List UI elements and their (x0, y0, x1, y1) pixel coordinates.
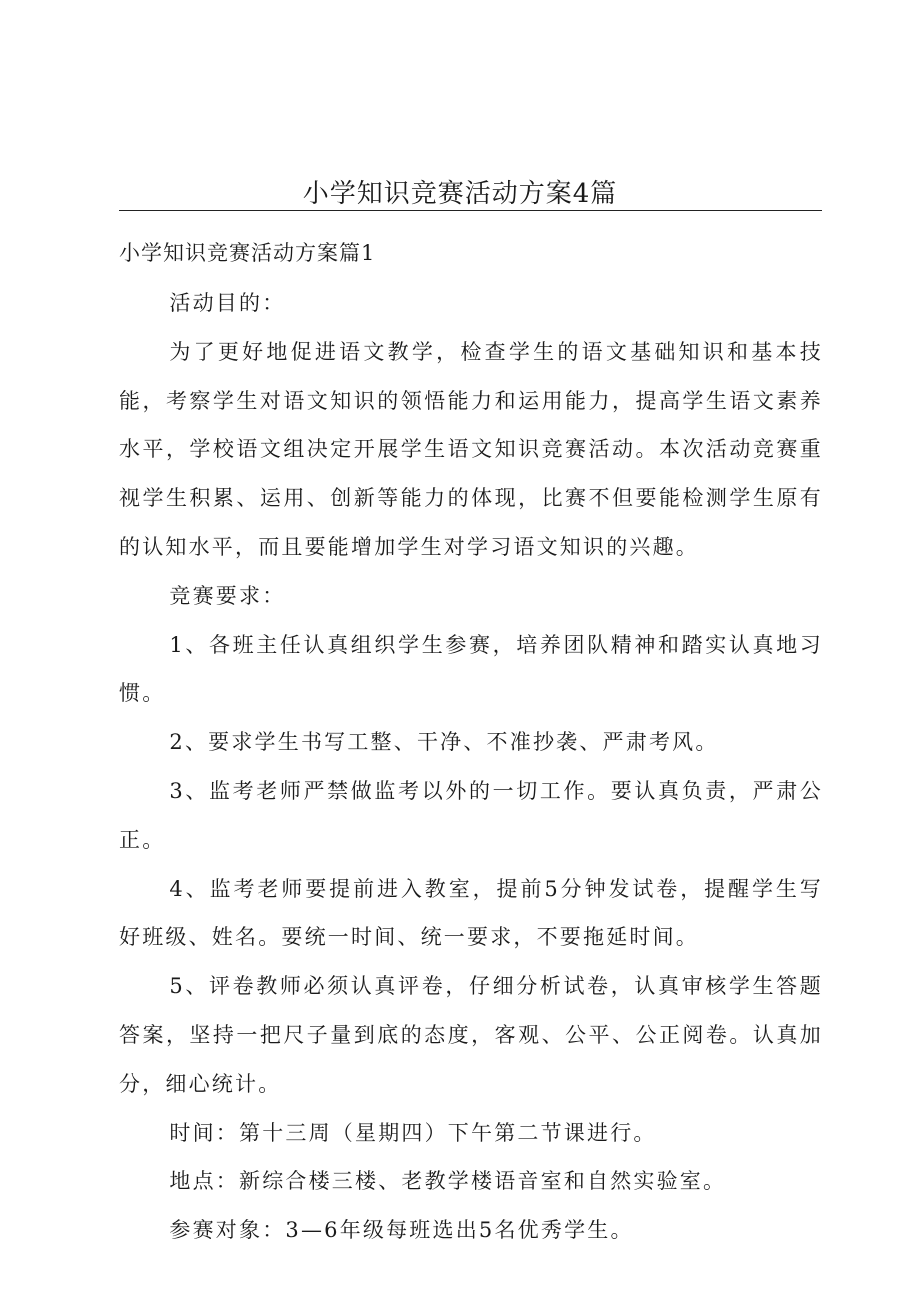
paragraph-location: 地点：新综合楼三楼、老教学楼语音室和自然实验室。 (169, 1169, 727, 1194)
document-title: 小学知识竞赛活动方案4篇 (302, 179, 618, 209)
title-underline (119, 210, 822, 211)
paragraph-purpose-label: 活动目的： (169, 291, 286, 315)
paragraph-participants: 参赛对象：3—6年级每班选出5名优秀学生。 (169, 1218, 634, 1243)
paragraph-requirements-label: 竞赛要求： (169, 583, 286, 608)
paragraph-requirement-1: 1、各班主任认真组织学生参赛，培养团队精神和踏实认真地习惯。 (119, 632, 823, 706)
section-heading: 小学知识竞赛活动方案篇1 (119, 241, 376, 265)
paragraph-purpose-text: 为了更好地促进语文教学，检查学生的语文基础知识和基本技能，考察学生对语文知识的领悟能力和运用能力，提高学生语文素养水平，学校语文组决定开展学生语文知识竞赛活动。本次活动竞赛重视学生积累、运用、创新等能力的体现，比赛不但要能检测学生原有的认知水平，而且要能增加学生对学习语文知识的兴趣。 (119, 339, 823, 559)
paragraph-requirement-4: 4、监考老师要提前进入教室，提前5分钟发试卷，提醒学生写好班级、姓名。要统一时间、统一要求，不要拖延时间。 (119, 876, 823, 950)
paragraph-requirement-5: 5、评卷教师必须认真评卷，仔细分析试卷，认真审核学生答题答案，坚持一把尺子量到底的态度，客观、公平、公正阅卷。认真加分，细心统计。 (119, 974, 823, 1096)
paragraph-time: 时间：第十三周（星期四）下午第二节课进行。 (169, 1120, 657, 1145)
document-body (119, 279, 823, 1255)
paragraph-requirement-3: 3、监考老师严禁做监考以外的一切工作。要认真负责，严肃公正。 (119, 778, 823, 852)
paragraph-requirement-2: 2、要求学生书写工整、干净、不准抄袭、严肃考风。 (169, 730, 719, 755)
